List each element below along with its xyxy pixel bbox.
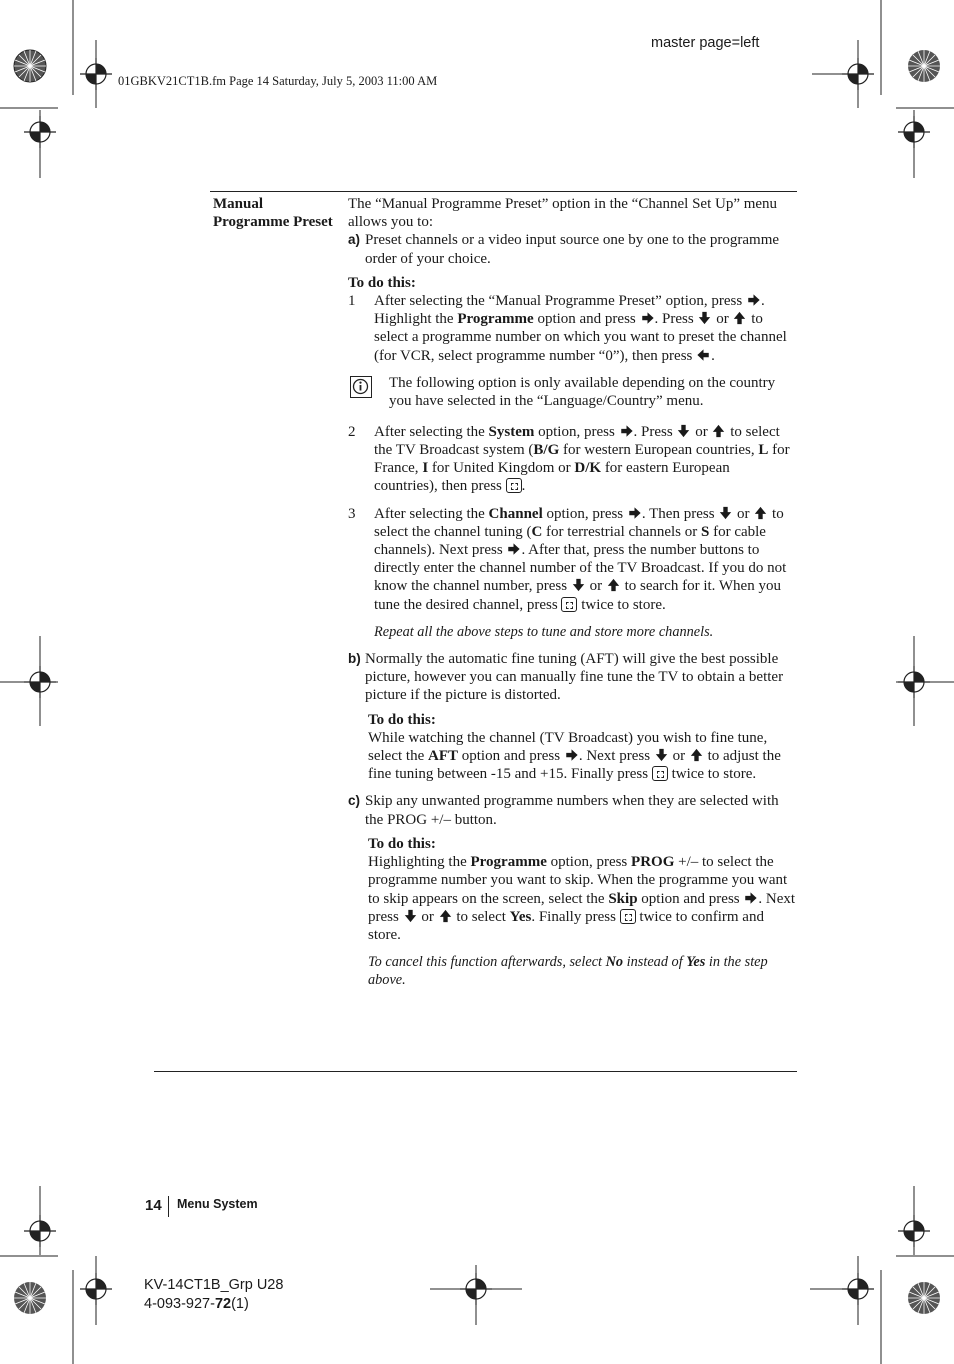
arrow-up-icon (689, 748, 704, 762)
item-c (348, 792, 796, 828)
note-text: The following option is only available depending on the country you have selected in the “Language/Country” menu. (389, 374, 776, 410)
step-number: 1 (348, 293, 356, 310)
master-page-label: master page=left (651, 35, 760, 51)
model-line-2: 4-093-927-72(1) (144, 1296, 249, 1312)
arrow-up-icon (438, 909, 453, 923)
item-a (348, 231, 796, 267)
item-c-text: Skip any unwanted programme numbers when they are selected with the PROG +/– button. (365, 793, 779, 828)
item-a-label: a) (348, 232, 361, 248)
cancel-note: To cancel this function afterwards, select No instead of Yes in the step above. (368, 954, 768, 989)
item-c-instructions: Highlighting the Programme option, press PROG +/– to select the programme number you want to skip. When the programme you want to skip appears on the screen, select the Skip option and press . Next press or to select Yes. Finally press twice to confirm and store. (368, 854, 796, 943)
step-2: 2 After selecting the System option, press . Press or to select the TV Broadcast system (B/G for western European countries, L for France, I for United Kingdom or D/K for eastern European countries), then press . (348, 423, 790, 495)
ok-button-icon (561, 597, 577, 612)
arrow-right-icon (627, 506, 642, 520)
item-b (348, 650, 796, 705)
ok-button-icon (506, 478, 522, 493)
model-line-1: KV-14CT1B_Grp U28 (144, 1277, 284, 1293)
repeat-note: Repeat all the above steps to tune and store more channels. (374, 623, 714, 640)
section-heading: Manual Programme Preset (213, 196, 333, 231)
arrow-right-icon (746, 293, 761, 307)
top-rule (210, 191, 797, 192)
arrow-up-icon (606, 578, 621, 592)
todo-heading-b: To do this: (368, 711, 436, 728)
item-b-text: Normally the automatic fine tuning (AFT) will give the best possible picture, however you can manually fine tune the TV to obtain a better picture if the picture is distorted. (365, 651, 784, 704)
info-note (348, 374, 796, 414)
arrow-down-icon (571, 578, 586, 592)
arrow-down-icon (676, 424, 691, 438)
item-b-instructions: While watching the channel (TV Broadcast) you wish to fine tune, select the AFT option and press . Next press or to adjust the fine tuning between -15 and +15. Finally press twice to store. (368, 729, 781, 783)
page-number: 14 (145, 1197, 162, 1214)
step-1: 1 After selecting the “Manual Programme Preset” option, press . Highlight the Programme option and press . Press or to select a programme number on which you want to preset the channel (for VCR, select programme number “0”), then press . (348, 293, 787, 364)
arrow-down-icon (697, 311, 712, 325)
page-number-divider (168, 1196, 169, 1217)
arrow-up-icon (711, 424, 726, 438)
bottom-rule (154, 1071, 797, 1072)
intro-text: The “Manual Programme Preset” option in the “Channel Set Up” menu allows you to: (348, 196, 778, 231)
arrow-up-icon (732, 311, 747, 325)
arrow-right-icon (506, 542, 521, 556)
item-c-label: c) (348, 793, 361, 809)
arrow-left-icon (696, 348, 711, 362)
step-3: 3 After selecting the Channel option, press . Then press or to select the channel tuning (C for terrestrial channels or S for cable channels). Next press . After that, press the number buttons to directly enter the channel number of the TV Broadcast. If you do not know the channel number, press or to search for it. When you tune the desired channel, press twice to store. (348, 505, 787, 613)
arrow-right-icon (619, 424, 634, 438)
info-icon (350, 376, 372, 398)
arrow-down-icon (403, 909, 418, 923)
ok-button-icon (652, 766, 668, 781)
step-number: 3 (348, 505, 356, 522)
footer-section-title: Menu System (177, 1197, 258, 1211)
arrow-right-icon (564, 748, 579, 762)
arrow-right-icon (743, 891, 758, 905)
arrow-right-icon (640, 311, 655, 325)
model-info (144, 1276, 283, 1314)
item-b-label: b) (348, 651, 361, 667)
ok-button-icon (620, 909, 636, 924)
section-body (348, 195, 796, 990)
item-a-text: Preset channels or a video input source one by one to the programme order of your choice. (365, 232, 780, 267)
file-info-line: 01GBKV21CT1B.fm Page 14 Saturday, July 5, 2003 11:00 AM (118, 74, 438, 88)
arrow-up-icon (753, 506, 768, 520)
arrow-down-icon (718, 506, 733, 520)
todo-heading-c: To do this: (368, 835, 436, 852)
arrow-down-icon (654, 748, 669, 762)
step-number: 2 (348, 423, 356, 440)
todo-heading-a: To do this: (348, 274, 416, 291)
